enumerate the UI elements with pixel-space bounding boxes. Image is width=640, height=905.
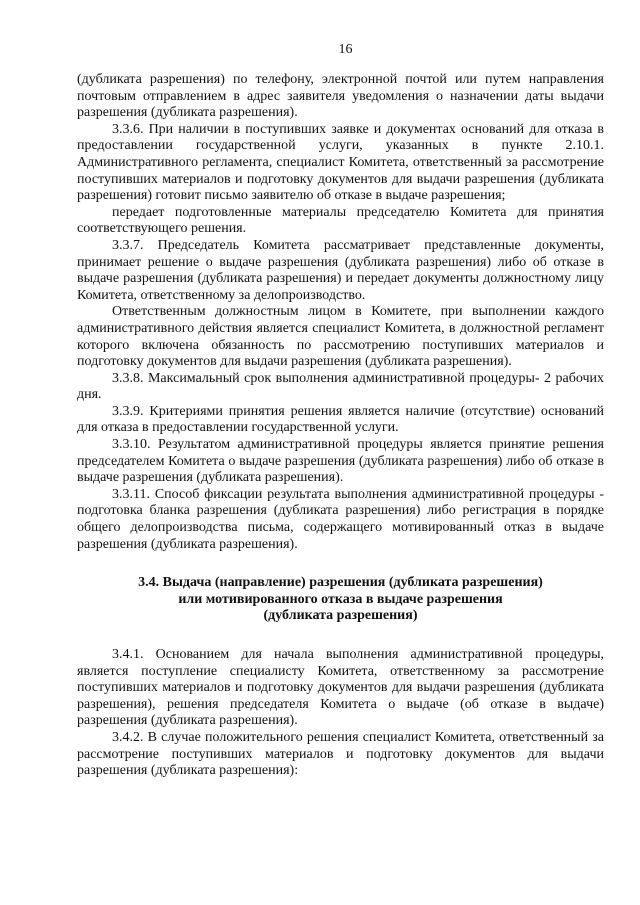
paragraph: 3.4.1. Основанием для начала выполнения административной процедуры, является поступление специалисту Комитета, ответственному за рассмотрение поступивших материалов и подготовку документов для выдачи разрешения (дубликата разрешения), решения председателя Комитета о выдаче (об отказе в выдаче) разрешения (дубликата разрешения). [77,647,604,729]
paragraph: Ответственным должностным лицом в Комитете, при выполнении каждого административного действия является специалист Комитета, в должностной регламент которого включена обязанность по рассмотрению поступивших материалов и подготовку документов для выдачи разрешения (дубликата разрешения). [77,304,604,370]
heading-line: или мотивированного отказа в выдаче разрешения [178,591,503,607]
paragraph: 3.3.10. Результатом административной процедуры является принятие решения председателем Комитета о выдаче разрешения (дубликата разрешения) либо об отказе в выдаче разрешения (дубликата разрешения). [77,437,604,486]
paragraph: 3.3.9. Критериями принятия решения является наличие (отсутствие) оснований для отказа в предоставлении государственной услуги. [77,403,604,436]
paragraph: 3.3.11. Способ фиксации результата выполнения административной процедуры - подготовка бланка разрешения (дубликата разрешения) либо регистрация в порядке общего делопроизводства письма, содержащего мотивированный отказ в выдаче разрешения (дубликата разрешения). [77,486,604,552]
paragraph: 3.3.8. Максимальный срок выполнения административной процедуры- 2 рабочих дня. [77,370,604,403]
paragraph: 3.3.7. Председатель Комитета рассматривает представленные документы, принимает решение о выдаче разрешения (дубликата разрешения) либо об отказе в выдаче разрешения (дубликата разрешения) и передает документы должностному лицу Комитета, ответственному за делопроизводство. [77,237,604,303]
body-section-before [77,72,604,553]
heading-line: 3.4. Выдача (направление) разрешения (дубликата разрешения) [138,575,543,591]
body-section-after [77,647,604,780]
paragraph: (дубликата разрешения) по телефону, электронной почтой или путем направления почтовым отправлением в адрес заявителя уведомления о назначении даты выдачи разрешения (дубликата разрешения). [77,72,604,121]
heading-line: (дубликата разрешения) [263,608,418,624]
paragraph: 3.3.6. При наличии в поступивших заявке и документах оснований для отказа в предоставлении государственной услуги, указанных в пункте 2.10.1. Административного регламента, специалист Комитета, ответственный за рассмотрение поступивших материалов и подготовку документов для выдачи разрешения (дубликата разрешения) готовит письмо заявителю об отказе в выдаче разрешения; [77,121,604,204]
section-heading [77,575,604,625]
page-number: 16 [338,42,353,57]
paragraph: передает подготовленные материалы председателю Комитета для принятия соответствующего решения. [77,204,604,237]
paragraph: 3.4.2. В случае положительного решения специалист Комитета, ответственный за рассмотрение поступивших материалов и подготовку документов для выдачи разрешения (дубликата разрешения): [77,729,604,779]
